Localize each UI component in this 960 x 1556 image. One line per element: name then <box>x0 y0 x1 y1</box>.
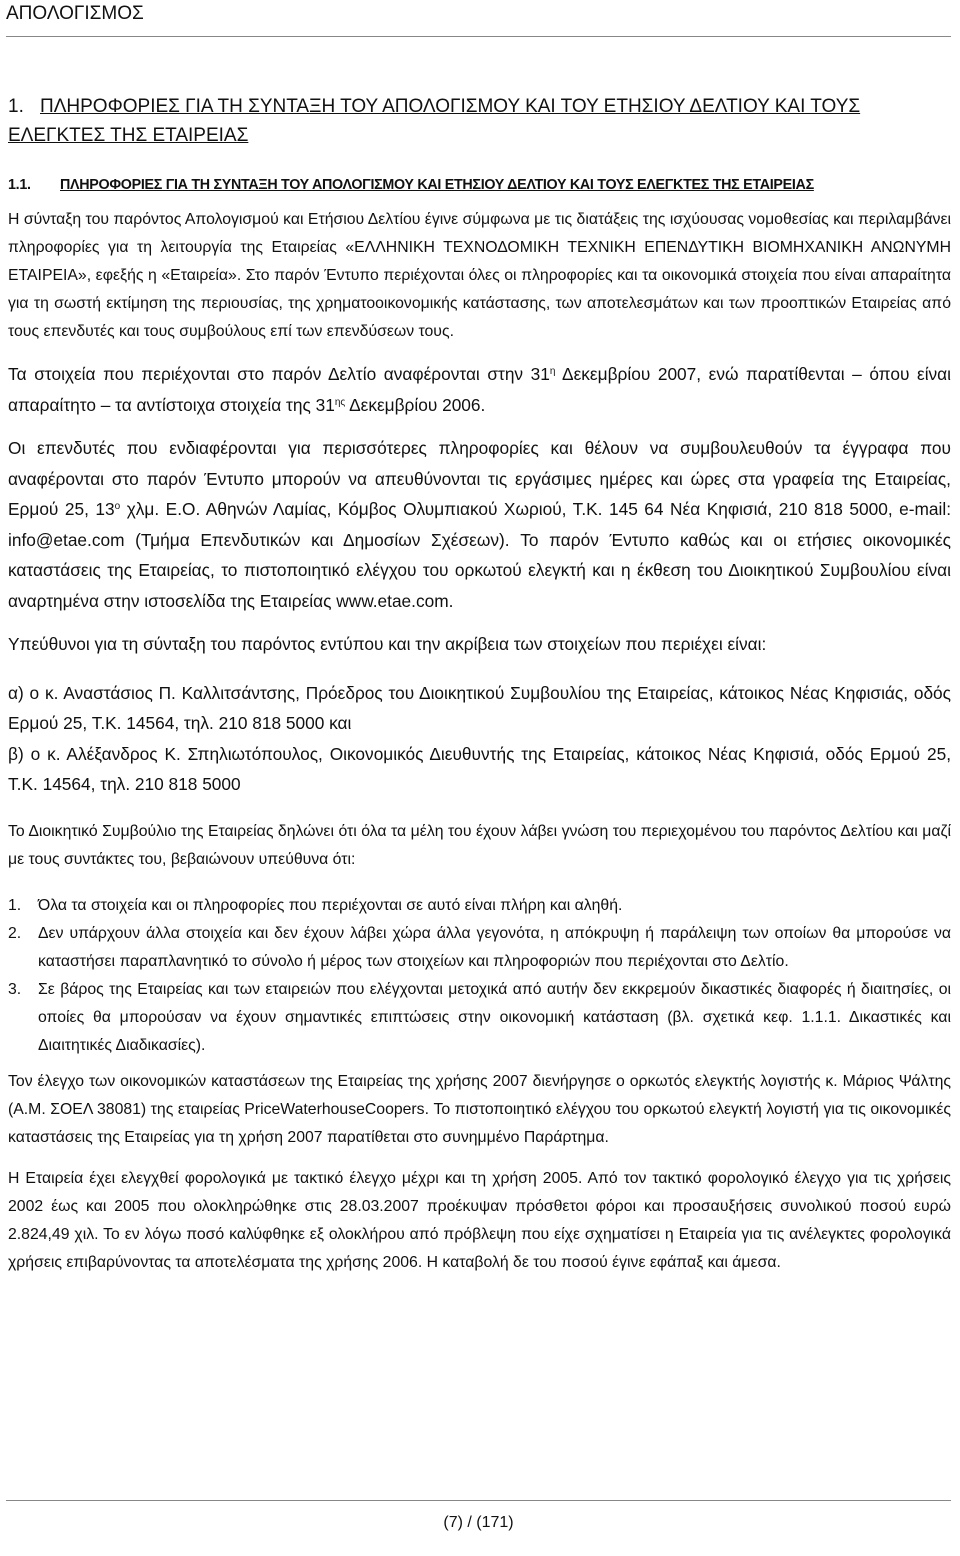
footer-rule <box>6 1500 951 1501</box>
section-number: 1. <box>8 96 24 117</box>
paragraph-person-b: β) ο κ. Αλέξανδρος Κ. Σπηλιωτόπουλος, Οικονομικός Διευθυντής της Εταιρείας, κάτοικος Νέας Κηφισιά, οδός Ερμού 25, Τ.Κ. 14564, τηλ. 210 818 5000 <box>8 743 951 794</box>
subsection-title: ΠΛΗΡΟΦΟΡΙΕΣ ΓΙΑ ΤΗ ΣΥΝΤΑΞΗ ΤΟΥ ΑΠΟΛΟΓΙΣΜΟΥ ΚΑΙ ΕΤΗΣΙΟΥ ΔΕΛΤΙΟΥ ΚΑΙ ΤΟΥΣ ΕΛΕΓΚΤΕΣ ΤΗΣ ΕΤΑΙΡΕΙΑΣ <box>60 177 814 193</box>
paragraph-responsible-persons: Υπεύθυνοι για τη σύνταξη του παρόντος εντύπου και την ακρίβεια των στοιχείων που περιέχει είναι: <box>8 634 767 654</box>
subsection-heading <box>8 174 953 196</box>
header-title: ΑΠΟΛΟΓΙΣΜΟΣ <box>6 3 144 24</box>
document-body <box>8 206 951 1277</box>
subsection-number: 1.1. <box>8 177 31 193</box>
paragraph-investor-info: Οι επενδυτές που ενδιαφέρονται για περισσότερες πληροφορίες και θέλουν να συμβουλευθούν τα έγγραφα που αναφέρονται στο παρόν Έντυπο μπορούν να απευθύνονται τις εργάσιμες ημέρες και ώρες στα γραφεία της Εταιρείας, Ερμού 25, $13^o$ χλμ. Ε.Ο. Αθηνών Λαμίας, Κόμβος Ολυμπιακού Χωριού, Τ.Κ. 145 64 Νέα Κηφισιά, 210 818 5000, e-mail: info@etae.com (Τμήμα Επενδυτικών και Δημοσίων Σχέσεων). Το παρόν Έντυπο καθώς και οι ετήσιες οικονομικές καταστάσεις της Εταιρείας, το πιστοποιητικό ελέγχου του ορκωτού ελεγκτή και η έκθεση του Διοικητικού Συμβουλίου είναι αναρτημένα στην ιστοσελίδα της Εταιρείας www.etae.com. <box>8 438 951 611</box>
page-footer <box>6 1500 951 1550</box>
page-number: (7) / (171) <box>443 1514 514 1531</box>
page-header <box>6 2 951 40</box>
header-rule <box>6 36 951 37</box>
section-heading <box>8 92 948 150</box>
paragraph-person-a: α) ο κ. Αναστάσιος Π. Καλλιτσάντσης, Πρόεδρος του Διοικητικού Συμβουλίου της Εταιρείας, κάτοικος Νέας Κηφισιάς, οδός Ερμού 25, Τ.Κ. 14564, τηλ. 210 818 5000 και <box>8 682 951 733</box>
list-item: 3. Σε βάρος της Εταιρείας και των εταιρειών που ελέγχονται μετοχικά από αυτήν δεν εκκρεμούν δικαστικές διαφορές ή διαιτησίες, οι οποίες θα μπορούσαν να έχουν σημαντικές επιπτώσεις στην οικονομική κατάσταση (βλ. σχετικά κεφ. 1.1.1. Δικαστικές και Διαιτητικές Διαδικασίες). <box>8 980 951 1054</box>
paragraph-intro: Η σύνταξη του παρόντος Απολογισμού και Ετήσιου Δελτίου έγινε σύμφωνα με τις διατάξεις της ισχύουσας νομοθεσίας και περιλαμβάνει πληροφορίες για τη λειτουργία της Εταιρείας «ΕΛΛΗΝΙΚΗ ΤΕΧΝΟΔΟΜΙΚΗ ΤΕΧΝΙΚΗ ΕΠΕΝΔΥΤΙΚΗ ΒΙΟΜΗΧΑΝΙΚΗ ΑΝΩΝΥΜΗ ΕΤΑΙΡΕΙΑ», εφεξής η «Εταιρεία». Στο παρόν Έντυπο περιέχονται όλες οι πληροφορίες και τα οικονομικά στοιχεία που είναι απαραίτητα για τη σωστή εκτίμηση της περιουσίας, της χρηματοοικονομικής κατάστασης, των αποτελεσμάτων και των προοπτικών Εταιρείας από τους επενδυτές και τους συμβούλους επί των επενδύσεων τους. <box>8 211 951 340</box>
declaration-list <box>8 892 951 1060</box>
list-item: 2. Δεν υπάρχουν άλλα στοιχεία και δεν έχουν λάβει χώρα άλλα γεγονότα, η απόκρυψη ή παράλειψη των οποίων θα μπορούσε να καταστήσει παραπλανητικό το σύνολο ή μέρος των στοιχείων και πληροφοριών που περιέχονται στο Δελτίο. <box>8 924 951 970</box>
paragraph-reference-dates: Τα στοιχεία που περιέχονται στο παρόν Δελτίο αναφέρονται στην $31^\eta$ Δεκεμβρίου 2007, ενώ παρατίθενται – όπου είναι απαραίτητο – τα αντίστοιχα στοιχεία της $31^{\eta\varsigma}$ Δεκεμβρίου 2006. <box>8 364 952 415</box>
paragraph-auditor: Τον έλεγχο των οικονομικών καταστάσεων της Εταιρείας της χρήσης 2007 διενήργησε ο ορκωτός ελεγκτής λογιστής κ. Μάριος Ψάλτης (Α.Μ. ΣΟΕΛ 38081) της εταιρείας PriceWaterhouseCoopers. Το πιστοποιητικό ελέγχου του ορκωτού ελεγκτή λογιστή για τις οικονομικές καταστάσεις της Εταιρείας για τη χρήση 2007 παρατίθεται στο συνημμένο Παράρτημα. <box>8 1072 951 1146</box>
list-item: 1. Όλα τα στοιχεία και οι πληροφορίες που περιέχονται σε αυτό είναι πλήρη και αληθή. <box>8 896 623 914</box>
paragraph-tax-audit: Η Εταιρεία έχει ελεγχθεί φορολογικά με τακτικό έλεγχο μέχρι και τη χρήση 2005. Από τον τακτικό φορολογικό έλεγχο για τις χρήσεις 2002 έως και 2005 που ολοκληρώθηκε στις 28.03.2007 προέκυψαν πρόσθετοι φόροι και προσαυξήσεις συνολικού ποσού ευρώ 2.824,49 χιλ. Το εν λόγω ποσό καλύφθηκε εξ ολοκλήρου από πρόβλεψη που είχε σχηματίσει η Εταιρεία για τις ανέλεγκτες φορολογικά χρήσεις επιβαρύνοντας τα αποτελέσματα της χρήσης 2006. Η καταβολή δε του ποσού έγινε εφάπαξ και άμεσα. <box>8 1169 951 1271</box>
section-title: ΠΛΗΡΟΦΟΡΙΕΣ ΓΙΑ ΤΗ ΣΥΝΤΑΞΗ ΤΟΥ ΑΠΟΛΟΓΙΣΜΟΥ ΚΑΙ ΤΟΥ ΕΤΗΣΙΟΥ ΔΕΛΤΙΟΥ ΚΑΙ ΤΟΥΣ ΕΛΕΓΚΤΕΣ ΤΗΣ ΕΤΑΙΡΕΙΑΣ <box>8 96 861 146</box>
paragraph-board-statement: Το Διοικητικό Συμβούλιο της Εταιρείας δηλώνει ότι όλα τα μέλη του έχουν λάβει γνώση του περιεχομένου του παρόντος Δελτίου και μαζί με τους συντάκτες του, βεβαιώνουν υπεύθυνα ότι: <box>8 822 951 868</box>
